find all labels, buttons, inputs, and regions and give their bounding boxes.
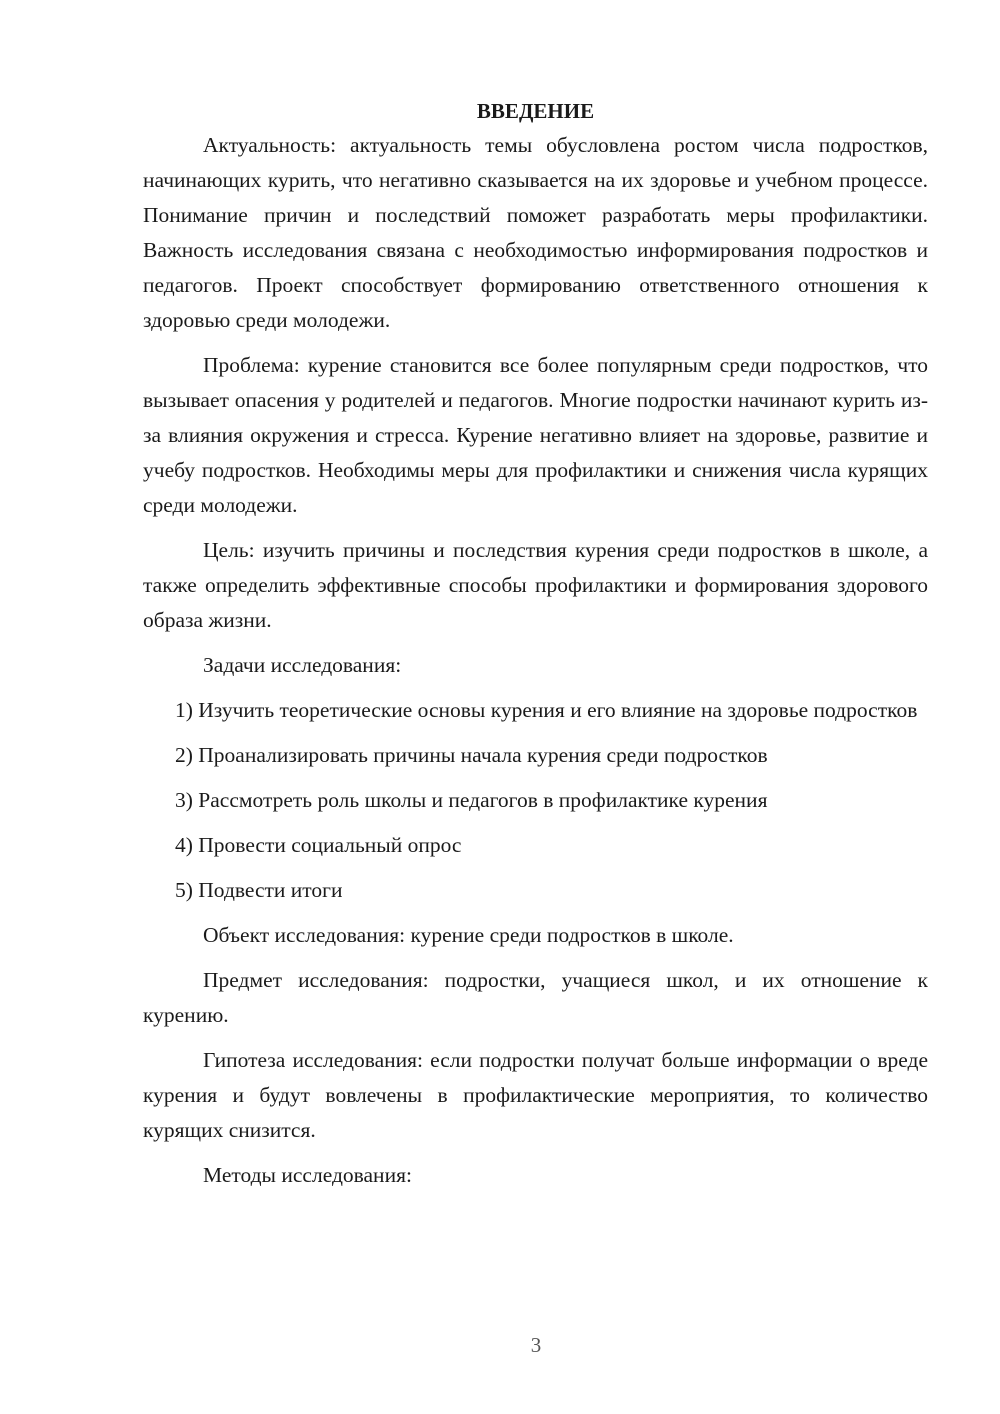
object-paragraph: Объект исследования: курение среди подростков в школе. bbox=[203, 923, 734, 947]
goal-paragraph: Цель: изучить причины и последствия курения среди подростков в школе, а также определить эффективные способы профилактики и формирования здорового образа жизни. bbox=[143, 538, 928, 632]
hypothesis-paragraph: Гипотеза исследования: если подростки получат больше информации о вреде курения и будут вовлечены в профилактические мероприятия, то количество курящих снизится. bbox=[143, 1048, 928, 1142]
list-item: 1) Изучить теоретические основы курения и его влияние на здоровье подростков bbox=[175, 698, 918, 722]
tasks-heading: Задачи исследования: bbox=[203, 653, 402, 677]
list-item: 2) Проанализировать причины начала курения среди подростков bbox=[175, 743, 768, 767]
document-page bbox=[143, 96, 928, 1203]
list-item: 3) Рассмотреть роль школы и педагогов в профилактике курения bbox=[175, 788, 768, 812]
list-item: 5) Подвести итоги bbox=[175, 878, 343, 902]
methods-heading: Методы исследования: bbox=[203, 1163, 412, 1187]
subject-paragraph: Предмет исследования: подростки, учащиеся школ, и их отношение к курению. bbox=[143, 968, 928, 1027]
page-title: ВВЕДЕНИЕ bbox=[476, 99, 595, 123]
page-number: 3 bbox=[530, 1333, 542, 1357]
problem-paragraph: Проблема: курение становится все более популярным среди подростков, что вызывает опасения у родителей и педагогов. Многие подростки начинают курить из-за влияния окружения и стресса. Курение негативно влияет на здоровье, развитие и учебу подростков. Необходимы меры для профилактики и снижения числа курящих среди молодежи. bbox=[143, 353, 928, 517]
list-item: 4) Провести социальный опрос bbox=[175, 833, 462, 857]
relevance-paragraph: Актуальность: актуальность темы обусловлена ростом числа подростков, начинающих курить, что негативно сказывается на их здоровье и учебном процессе. Понимание причин и последствий поможет разработать меры профилактики. Важность исследования связана с необходимостью информирования подростков и педагогов. Проект способствует формированию ответственного отношения к здоровью среди молодежи. bbox=[143, 133, 928, 332]
tasks-list bbox=[143, 693, 928, 908]
